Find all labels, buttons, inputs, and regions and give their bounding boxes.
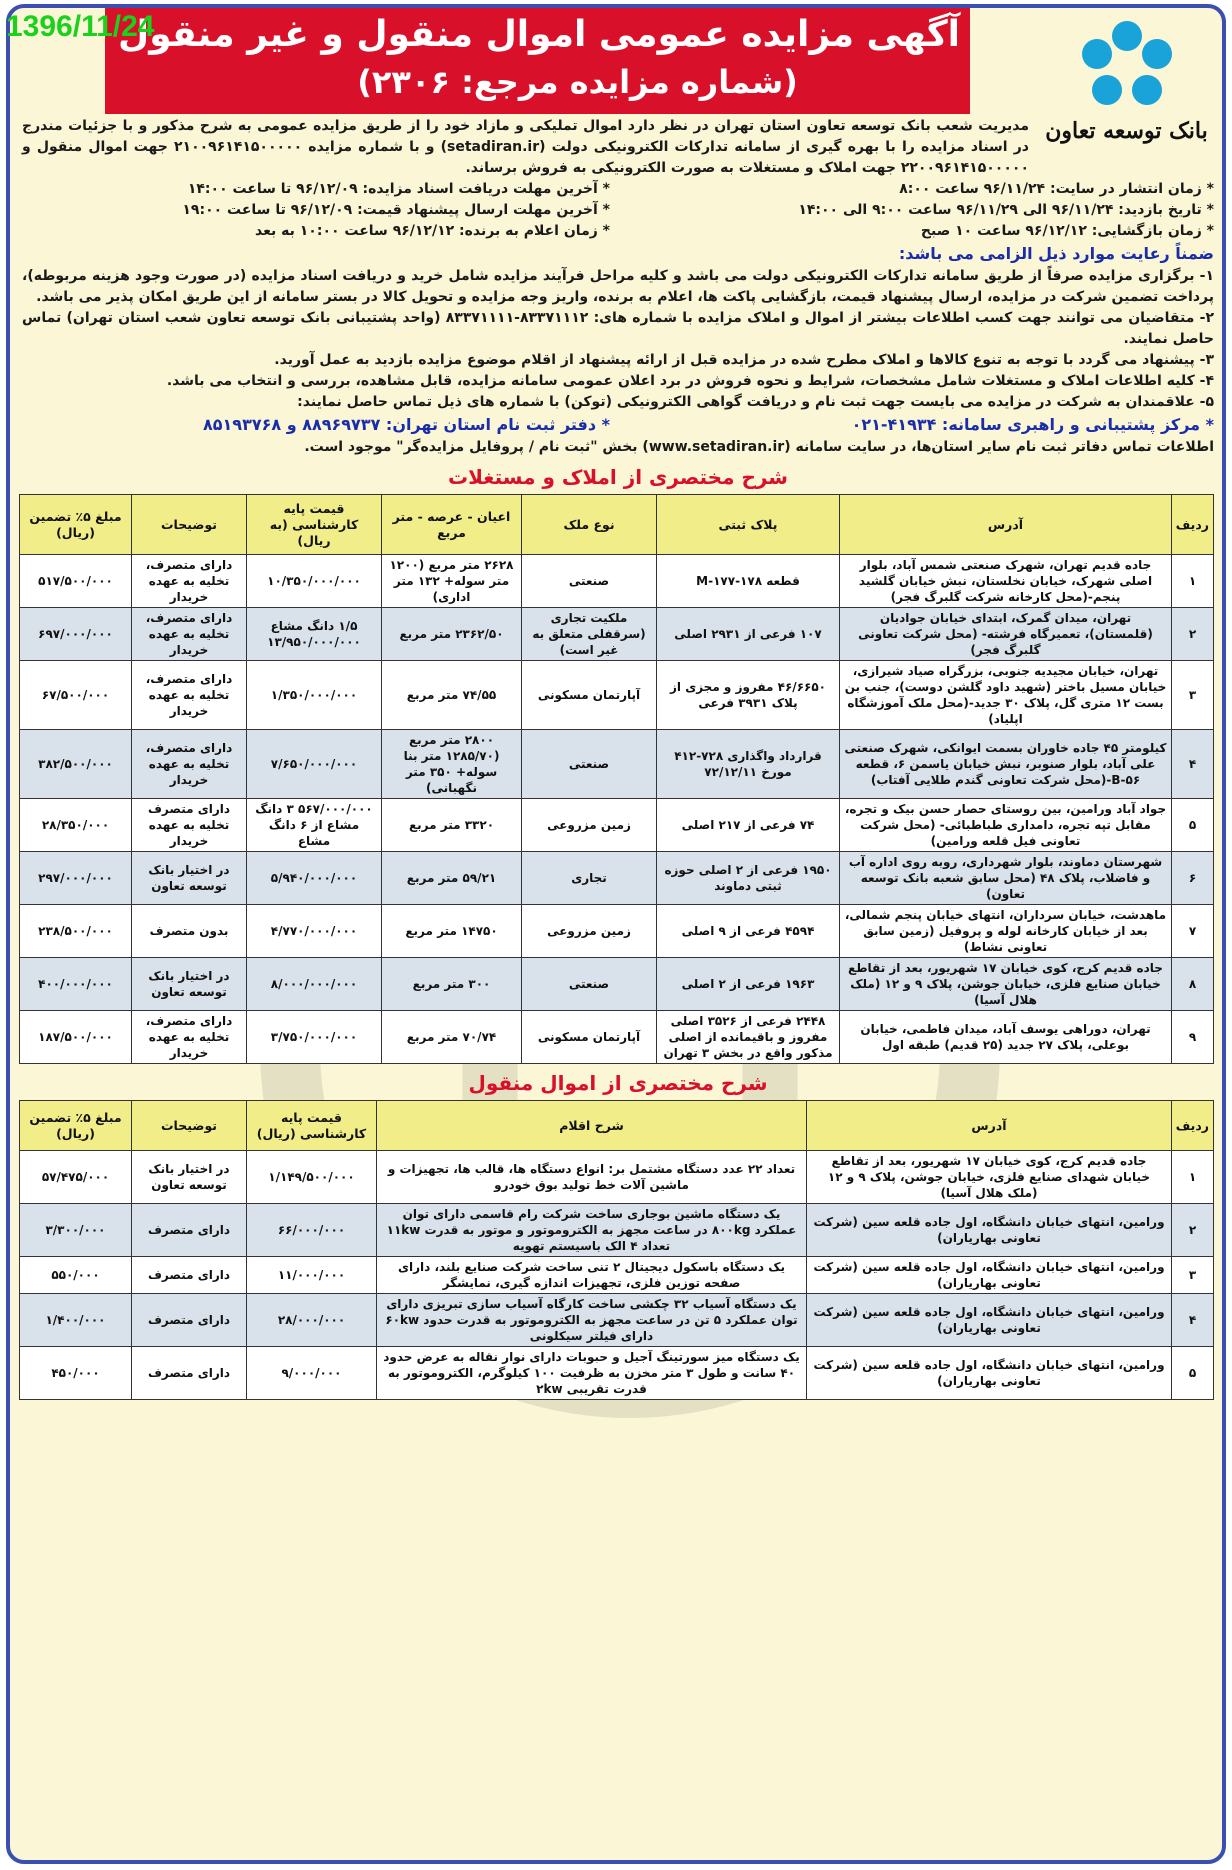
column-header-address: آدرس: [807, 1101, 1172, 1151]
note-1: ۱- برگزاری مزایده صرفاً از طریق سامانه تدارکات الکترونیکی دولت می باشد و کلیه مراحل فرآیند مزایده شامل خرید و دریافت اسناد مزایده (در صورت وجود هزینه مربوطه)، پرداخت تضمین شرکت در مزایده، ارسال پیشنهاد قیمت، بازگشایی پاکت ها، اعلام به برنده، واریز وجه مزایده و تحویل کالا در بستر سامانه از این طریق امکان پذیر می باشد.: [22, 268, 1214, 305]
note-4: ۴- کلیه اطلاعات املاک و مستغلات شامل مشخصات، شرایط و نحوه فروش در برد اعلان عمومی سامانه مزایده، قابل مشاهده، بررسی و انتخاب می باشد.: [166, 373, 1214, 389]
table-row: [20, 1257, 1214, 1294]
winner-announcement: * زمان اعلام به برنده: ۹۶/۱۲/۱۲ ساعت ۱۰:۰۰ به بعد: [255, 223, 610, 239]
cell-base-price: ۱/۵ دانگ مشاع ۱۳/۹۵۰/۰۰۰/۰۰۰: [247, 608, 382, 661]
registry-office-phone: * دفتر ثبت نام استان تهران: ۸۸۹۶۹۷۳۷ و ۸۵۱۹۳۷۶۸: [203, 415, 610, 434]
column-header-row-number: ردیف: [1172, 1101, 1214, 1151]
cell-description: دارای متصرف، تخلیه به عهده خریدار: [132, 555, 247, 608]
cell-area: ۵۹/۲۱ متر مربع: [382, 852, 522, 905]
cell-item-description: یک دستگاه باسکول دیجیتال ۲ تنی ساخت شرکت صنایع بلند، دارای صفحه توزین فلزی، تجهیزات اندازه گیری، نمایشگر: [377, 1257, 807, 1294]
cell-item-description: یک دستگاه میز سورتینگ آجیل و حبوبات دارای نوار نقاله به عرض حدود ۴۰ سانت و طول ۳ متر مخزن به ظرفیت ۱۰۰ کیلوگرم، الکتروموتور به قدرت تقریبی ۲kw: [377, 1347, 807, 1400]
cell-property-type: آپارتمان مسکونی: [522, 661, 657, 730]
cell-description: بدون متصرف: [132, 905, 247, 958]
cell-description: دارای متصرف تخلیه به عهده خریدار: [132, 799, 247, 852]
cell-base-price: ۱۰/۳۵۰/۰۰۰/۰۰۰: [247, 555, 382, 608]
column-header-deposit: مبلغ ۵٪ تضمین (ریال): [20, 1101, 132, 1151]
cell-description: دارای متصرف: [132, 1257, 247, 1294]
cell-area: ۲۶۲۸ متر مربع (۱۲۰۰ متر سوله+ ۱۳۲ متر اداری): [382, 555, 522, 608]
cell-registration-plate: قطعه M-۱۷۷-۱۷۸: [657, 555, 840, 608]
other-offices-info: اطلاعات تماس دفاتر ثبت نام سایر استان‌ها، در سایت سامانه (www.setadiran.ir) بخش "ثبت نام / پروفایل مزایده‌گر" موجود است.: [304, 439, 1214, 455]
table-row: [20, 1347, 1214, 1400]
cell-description: دارای متصرف: [132, 1204, 247, 1257]
cell-address: شهرستان دماوند، بلوار شهرداری، روبه روی اداره آب و فاضلاب، پلاک ۴۸ (محل سابق شعبه بانک توسعه تعاون): [840, 852, 1172, 905]
cell-row-number: ۳: [1172, 1257, 1214, 1294]
cell-address: ورامین، انتهای خیابان دانشگاه، اول جاده قلعه سین (شرکت تعاونی بهاریاران): [807, 1347, 1172, 1400]
cell-base-price: ۱/۳۵۰/۰۰۰/۰۰۰: [247, 661, 382, 730]
column-header-description: توضیحات: [132, 1101, 247, 1151]
table-row: [20, 1204, 1214, 1257]
cell-property-type: صنعتی: [522, 958, 657, 1011]
auction-notice: [6, 4, 1226, 1864]
cell-address: ماهدشت، خیابان سرداران، انتهای خیابان پنجم شمالی، بعد از خیابان کارخانه لوله و پروفیل (زمین سابق تعاونی نشاط): [840, 905, 1172, 958]
cell-address: جاده قدیم کرج، کوی خیابان ۱۷ شهریور، بعد از تقاطع خیابان صنایع فلزی، خیابان جوشن، پلاک ۹ و ۱۲ (ملک هلال آسیا): [840, 958, 1172, 1011]
cell-deposit: ۵۷/۴۷۵/۰۰۰: [20, 1151, 132, 1204]
cell-base-price: ۵/۹۴۰/۰۰۰/۰۰۰: [247, 852, 382, 905]
cell-property-type: زمین مزروعی: [522, 799, 657, 852]
cell-description: دارای متصرف، تخلیه به عهده خریدار: [132, 1011, 247, 1064]
cell-row-number: ۱: [1172, 555, 1214, 608]
cell-row-number: ۷: [1172, 905, 1214, 958]
cell-row-number: ۱: [1172, 1151, 1214, 1204]
cell-description: دارای متصرف: [132, 1347, 247, 1400]
cell-registration-plate: ۱۰۷ فرعی از ۲۹۳۱ اصلی: [657, 608, 840, 661]
cell-address: تهران، خیابان مجیدیه جنوبی، بزرگراه صیاد شیرازی، خیابان مسیل باختر (شهید داود گلشن دوست)، جنب بن بست ۱۲ متری گل، پلاک ۳۰ جدید-(محل ملک آموزشگاه اپلیاد): [840, 661, 1172, 730]
table-row: [20, 555, 1214, 608]
bid-deadline: * آخرین مهلت ارسال پیشنهاد قیمت: ۹۶/۱۲/۰۹ تا ساعت ۱۹:۰۰: [182, 202, 610, 218]
column-header-base-price: قیمت پایه کارشناسی (به ریال): [247, 495, 382, 555]
cell-row-number: ۲: [1172, 1204, 1214, 1257]
page-title: آگهی مزایده عمومی اموال منقول و غیر منقول: [117, 14, 960, 55]
opening-time: * زمان بازگشایی: ۹۶/۱۲/۱۲ ساعت ۱۰ صبح: [920, 223, 1214, 239]
doc-deadline: * آخرین مهلت دریافت اسناد مزایده: ۹۶/۱۲/۰۹ تا ساعت ۱۴:۰۰: [187, 181, 610, 197]
cell-registration-plate: ۴۶/۶۶۵۰ مفروز و مجزی از پلاک ۳۹۳۱ فرعی: [657, 661, 840, 730]
column-header-address: آدرس: [840, 495, 1172, 555]
cell-address: ورامین، انتهای خیابان دانشگاه، اول جاده قلعه سین (شرکت تعاونی بهاریاران): [807, 1257, 1172, 1294]
table-row: [20, 958, 1214, 1011]
cell-deposit: ۱۸۷/۵۰۰/۰۰۰: [20, 1011, 132, 1064]
cell-registration-plate: قرارداد واگذاری ۷۲۸-۴۱۲ مورخ ۷۲/۱۲/۱۱: [657, 730, 840, 799]
cell-deposit: ۳/۳۰۰/۰۰۰: [20, 1204, 132, 1257]
cell-row-number: ۴: [1172, 1294, 1214, 1347]
property-table: [19, 494, 1214, 1064]
cell-address: کیلومتر ۴۵ جاده خاوران بسمت ایوانکی، شهرک صنعتی علی آباد، بلوار صنوبر، نبش خیابان یاسمن ۶، قطعه B-۵۶-(محل شرکت تعاونی گندم طلایی آفتاب): [840, 730, 1172, 799]
cell-area: ۷۴/۵۵ متر مربع: [382, 661, 522, 730]
cell-base-price: ۱۱/۰۰۰/۰۰۰: [247, 1257, 377, 1294]
cell-deposit: ۴۵۰/۰۰۰: [20, 1347, 132, 1400]
column-header-description: توضیحات: [132, 495, 247, 555]
cell-area: ۱۴۷۵۰ متر مربع: [382, 905, 522, 958]
cell-description: دارای متصرف، تخلیه به عهده خریدار: [132, 730, 247, 799]
bank-name: بانک توسعه تعاون: [1045, 118, 1208, 144]
cell-property-type: آپارتمان مسکونی: [522, 1011, 657, 1064]
movable-section-title: شرح مختصری از اموال منقول: [468, 1071, 768, 1095]
movable-table: [19, 1100, 1214, 1400]
cell-deposit: ۴۰۰/۰۰۰/۰۰۰: [20, 958, 132, 1011]
cell-item-description: تعداد ۲۲ عدد دستگاه مشتمل بر: انواع دستگاه ها، قالب ها، تجهیزات و ماشین آلات خط تولید بوق خودرو: [377, 1151, 807, 1204]
contacts: [22, 413, 1214, 437]
cell-property-type: زمین مزروعی: [522, 905, 657, 958]
note-3: ۳- پیشنهاد می گردد با توجه به تنوع کالاها و املاک مطرح شده در مزایده قبل از ارائه پیشنهاد از اقلام موضوع مزایده بازدید به عمل آورید.: [274, 352, 1214, 368]
column-header-registration-plate: پلاک ثبتی: [657, 495, 840, 555]
table-row: [20, 1151, 1214, 1204]
cell-description: دارای متصرف: [132, 1294, 247, 1347]
cell-item-description: یک دستگاه آسیاب ۳۲ چکشی ساخت کارگاه آسیاب سازی تبریزی دارای توان عملکرد ۵ تن در ساعت مجهز به الکتروموتور به قدرت حدود ۶۰kw دارای فیلتر سیکلونی: [377, 1294, 807, 1347]
cell-base-price: ۶۶/۰۰۰/۰۰۰: [247, 1204, 377, 1257]
table-row: [20, 852, 1214, 905]
cell-deposit: ۱/۴۰۰/۰۰۰: [20, 1294, 132, 1347]
cell-address: جاده قدیم تهران، شهرک صنعتی شمس آباد، بلوار اصلی شهرک، خیابان نخلستان، نبش خیابان گلشید پنجم-(محل کارخانه شرکت گلبرگ فجر): [840, 555, 1172, 608]
cell-property-type: صنعتی: [522, 730, 657, 799]
table-row: [20, 799, 1214, 852]
support-center-phone: * مرکز پشتیبانی و راهبری سامانه: ۴۱۹۳۴-۰۲۱: [851, 415, 1214, 434]
cell-registration-plate: ۲۴۴۸ فرعی از ۳۵۲۶ اصلی مفروز و باقیمانده از اصلی مذکور واقع در بخش ۳ تهران: [657, 1011, 840, 1064]
bank-logo: [1039, 20, 1214, 170]
notes-title: ضمناً رعایت موارد ذیل الزامی می باشد:: [898, 244, 1214, 263]
cell-base-price: ۸/۰۰۰/۰۰۰/۰۰۰: [247, 958, 382, 1011]
cell-row-number: ۵: [1172, 799, 1214, 852]
cell-address: جواد آباد ورامین، بین روستای حصار حسن بیک و تجره، مقابل تپه تجره، دامداری طباطبائی- (محل شرکت تعاونی فیل قلعه ورامین): [840, 799, 1172, 852]
column-header-property-type: نوع ملک: [522, 495, 657, 555]
cell-deposit: ۲۸/۳۵۰/۰۰۰: [20, 799, 132, 852]
cell-address: ورامین، انتهای خیابان دانشگاه، اول جاده قلعه سین (شرکت تعاونی بهاریاران): [807, 1204, 1172, 1257]
cell-row-number: ۵: [1172, 1347, 1214, 1400]
cell-deposit: ۲۳۸/۵۰۰/۰۰۰: [20, 905, 132, 958]
note-5: ۵- علاقمندان به شرکت در مزایده می بایست جهت ثبت نام و دریافت گواهی الکترونیکی (توکن) با شماره های ذیل تماس حاصل نمایند:: [297, 394, 1214, 410]
cell-description: دارای متصرف، تخلیه به عهده خریدار: [132, 608, 247, 661]
cell-description: در اختیار بانک توسعه تعاون: [132, 852, 247, 905]
cell-base-price: ۱/۱۴۹/۵۰۰/۰۰۰: [247, 1151, 377, 1204]
cell-row-number: ۲: [1172, 608, 1214, 661]
table-row: [20, 730, 1214, 799]
cell-description: در اختیار بانک توسعه تعاون: [132, 958, 247, 1011]
cell-deposit: ۲۹۷/۰۰۰/۰۰۰: [20, 852, 132, 905]
intro-paragraph: مدیریت شعب بانک توسعه تعاون استان تهران در نظر دارد اموال تملیکی و مازاد خود را از طریق مزایده عمومی به شرح مذکور و با جزئیات مندرج در اسناد مزایده را با بهره گیری از سامانه تدارکات الکترونیکی دولت (setadiran.ir) و با شماره مزایده ۲۱۰۰۹۶۱۴۱۵۰۰۰۰۰ جهت اموال منقول و ۲۲۰۰۹۶۱۴۱۵۰۰۰۰۰ جهت املاک و مستغلات به صورت الکترونیکی به فروش برساند.: [22, 118, 1029, 176]
cell-address: ورامین، انتهای خیابان دانشگاه، اول جاده قلعه سین (شرکت تعاونی بهاریاران): [807, 1294, 1172, 1347]
page-subtitle: (شماره مزایده مرجع: ۲۳۰۶): [357, 63, 798, 101]
notice-body: [22, 20, 1214, 1400]
cell-address: جاده قدیم کرج، کوی خیابان ۱۷ شهریور، بعد از تقاطع خیابان شهدای صنایع فلزی، خیابان جوشن، پلاک ۹ و ۱۲ (ملک هلال آسیا): [807, 1151, 1172, 1204]
date-stamp: 1396/11/24: [6, 10, 155, 43]
cell-row-number: ۹: [1172, 1011, 1214, 1064]
cell-property-type: صنعتی: [522, 555, 657, 608]
schedule: [22, 179, 1214, 242]
cell-area: ۲۳۶۲/۵۰ متر مربع: [382, 608, 522, 661]
column-header-area: اعیان - عرصه - متر مربع: [382, 495, 522, 555]
cell-base-price: ۳/۷۵۰/۰۰۰/۰۰۰: [247, 1011, 382, 1064]
cell-base-price: ۷/۶۵۰/۰۰۰/۰۰۰: [247, 730, 382, 799]
cell-registration-plate: ۱۹۵۰ فرعی از ۲ اصلی حوزه ثبتی دماوند: [657, 852, 840, 905]
cell-row-number: ۳: [1172, 661, 1214, 730]
cell-registration-plate: ۱۹۶۳ فرعی از ۲ اصلی: [657, 958, 840, 1011]
cell-area: ۳۳۲۰ متر مربع: [382, 799, 522, 852]
cell-registration-plate: ۷۴ فرعی از ۲۱۷ اصلی: [657, 799, 840, 852]
cell-address: تهران، دوراهی یوسف آباد، میدان فاطمی، خیابان بوعلی، پلاک ۲۷ جدید (۲۵ قدیم) طبقه اول: [840, 1011, 1172, 1064]
cell-row-number: ۶: [1172, 852, 1214, 905]
cell-registration-plate: ۴۵۹۴ فرعی از ۹ اصلی: [657, 905, 840, 958]
cell-deposit: ۵۱۷/۵۰۰/۰۰۰: [20, 555, 132, 608]
cell-deposit: ۳۸۲/۵۰۰/۰۰۰: [20, 730, 132, 799]
table-row: [20, 1011, 1214, 1064]
cell-row-number: ۴: [1172, 730, 1214, 799]
publish-time: * زمان انتشار در سایت: ۹۶/۱۱/۲۴ ساعت ۸:۰۰: [899, 181, 1214, 197]
column-header-deposit: مبلغ ۵٪ تضمین (ریال): [20, 495, 132, 555]
cell-deposit: ۶۹۷/۰۰۰/۰۰۰: [20, 608, 132, 661]
visit-date: * تاریخ بازدید: ۹۶/۱۱/۲۴ الی ۹۶/۱۱/۲۹ ساعت ۹:۰۰ الی ۱۴:۰۰: [798, 202, 1214, 218]
cell-property-type: تجاری: [522, 852, 657, 905]
column-header-row-number: ردیف: [1172, 495, 1214, 555]
column-header-base-price: قیمت پایه کارشناسی (ریال): [247, 1101, 377, 1151]
cell-description: دارای متصرف، تخلیه به عهده خریدار: [132, 661, 247, 730]
cell-row-number: ۸: [1172, 958, 1214, 1011]
table-row: [20, 661, 1214, 730]
table-row: [20, 608, 1214, 661]
cell-base-price: ۲۸/۰۰۰/۰۰۰: [247, 1294, 377, 1347]
table-row: [20, 905, 1214, 958]
cell-base-price: ۹/۰۰۰/۰۰۰: [247, 1347, 377, 1400]
flower-logo-icon: [1077, 20, 1177, 110]
cell-area: ۲۸۰۰ متر مربع (۱۲۸۵/۷۰ متر بنا سوله+ ۳۵۰ متر نگهبانی): [382, 730, 522, 799]
column-header-item-description: شرح اقلام: [377, 1101, 807, 1151]
cell-base-price: ۵۶۷/۰۰۰/۰۰۰ ۳ دانگ مشاع از ۶ دانگ مشاع: [247, 799, 382, 852]
cell-address: تهران، میدان گمرک، ابتدای خیابان جوادیان (قلمستان)، تعمیرگاه فرشته- (محل شرکت تعاونی گلبرگ فجر): [840, 608, 1172, 661]
cell-deposit: ۶۷/۵۰۰/۰۰۰: [20, 661, 132, 730]
cell-property-type: ملکیت تجاری (سرقفلی متعلق به غیر است): [522, 608, 657, 661]
cell-deposit: ۵۵۰/۰۰۰: [20, 1257, 132, 1294]
table-row: [20, 1294, 1214, 1347]
property-section-title: شرح مختصری از املاک و مستغلات: [448, 465, 788, 489]
cell-description: در اختیار بانک توسعه تعاون: [132, 1151, 247, 1204]
cell-item-description: یک دستگاه ماشین بوجاری ساخت شرکت رام قاسمی دارای توان عملکرد ۸۰۰kg در ساعت مجهز به الکتروموتور و موتور به قدرت ۱۱kw تعداد ۴ الک باسیستم تهویه: [377, 1204, 807, 1257]
note-2: ۲- متقاضیان می توانند جهت کسب اطلاعات بیشتر از اموال و املاک مزایده با شماره های: ۸۳۳۷۱۱۱۲-۸۳۳۷۱۱۱۱ (واحد پشتیبانی بانک توسعه تعاون شعب استان تهران) تماس حاصل نمایند.: [22, 310, 1214, 347]
cell-base-price: ۴/۷۷۰/۰۰۰/۰۰۰: [247, 905, 382, 958]
cell-area: ۳۰۰ متر مربع: [382, 958, 522, 1011]
cell-area: ۷۰/۷۴ متر مربع: [382, 1011, 522, 1064]
